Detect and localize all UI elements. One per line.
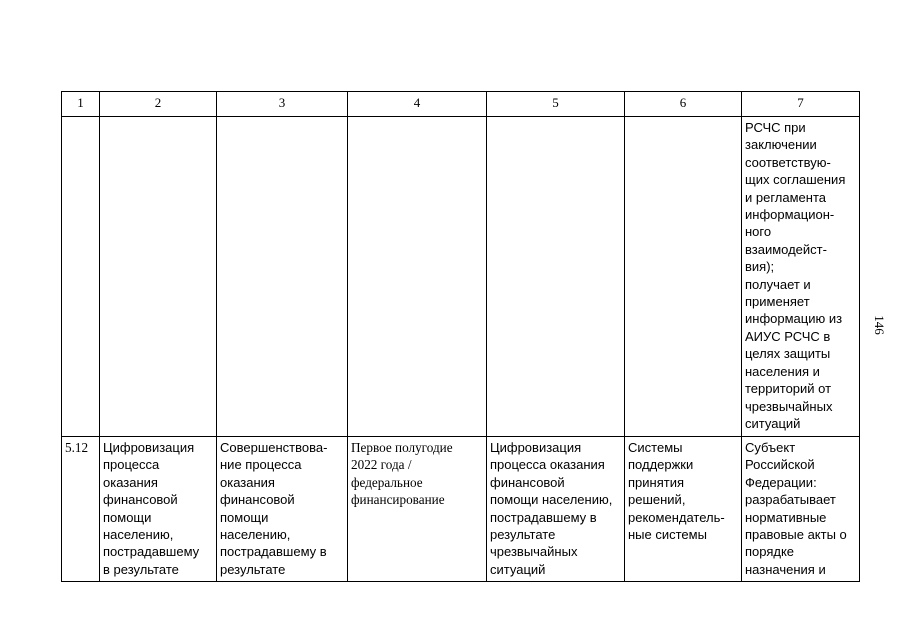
- header-cell-2: 2: [100, 92, 217, 117]
- row1-cell-2: [100, 117, 217, 437]
- row1-cell-5: [487, 117, 625, 437]
- row2-item-number: 5.12: [65, 440, 89, 455]
- row1-cell-6: [625, 117, 742, 437]
- row2-cell-1: [62, 437, 100, 582]
- row2-measure-name: Цифровизация процесса оказания финансовой помощи населению, пострадавшему в результате: [103, 440, 200, 577]
- header-cell-4: 4: [348, 92, 487, 117]
- header-cell-6: 6: [625, 92, 742, 117]
- row1-cell-7: [742, 117, 860, 437]
- row1-cell-4: [348, 117, 487, 437]
- row1-cell-1: [62, 117, 100, 437]
- header-cell-3: 3: [217, 92, 348, 117]
- row2-cell-7: [742, 437, 860, 582]
- row2-responsible: Субъект Российской Федерации: разрабатывает нормативные правовые акты о порядке назначения и: [745, 440, 847, 577]
- table-header-row: [62, 92, 860, 117]
- header-cell-7: 7: [742, 92, 860, 117]
- header-cell-1: 1: [62, 92, 100, 117]
- row2-cell-3: [217, 437, 348, 582]
- row2-cell-5: [487, 437, 625, 582]
- table-row-continuation: [62, 117, 860, 437]
- row2-technology: Системы поддержки принятия решений, рекомендатель- ные системы: [628, 440, 725, 543]
- row2-cell-6: [625, 437, 742, 582]
- table-row-5-12: [62, 437, 860, 582]
- row2-period-financing: Первое полугодие 2022 года / федеральное финансирование: [351, 440, 453, 508]
- page-number: 146: [872, 315, 887, 335]
- row2-goal: Совершенствова- ние процесса оказания финансовой помощи населению, пострадавшему в результате: [220, 440, 328, 577]
- row2-cell-4: [348, 437, 487, 582]
- header-cell-5: 5: [487, 92, 625, 117]
- row2-description: Цифровизация процесса оказания финансовой помощи населению, пострадавшему в результате чрезвычайных ситуаций: [490, 440, 613, 577]
- row1-cell-7-text: РСЧС при заключении соответствую- щих соглашения и регламента информацион- ного взаимодейст- вия); получает и применяет информацию из АИУС РСЧС в целях защиты населения и территорий от чрезвычайных ситуаций: [745, 120, 846, 431]
- row2-cell-2: [100, 437, 217, 582]
- row1-cell-3: [217, 117, 348, 437]
- plan-table: [61, 91, 860, 582]
